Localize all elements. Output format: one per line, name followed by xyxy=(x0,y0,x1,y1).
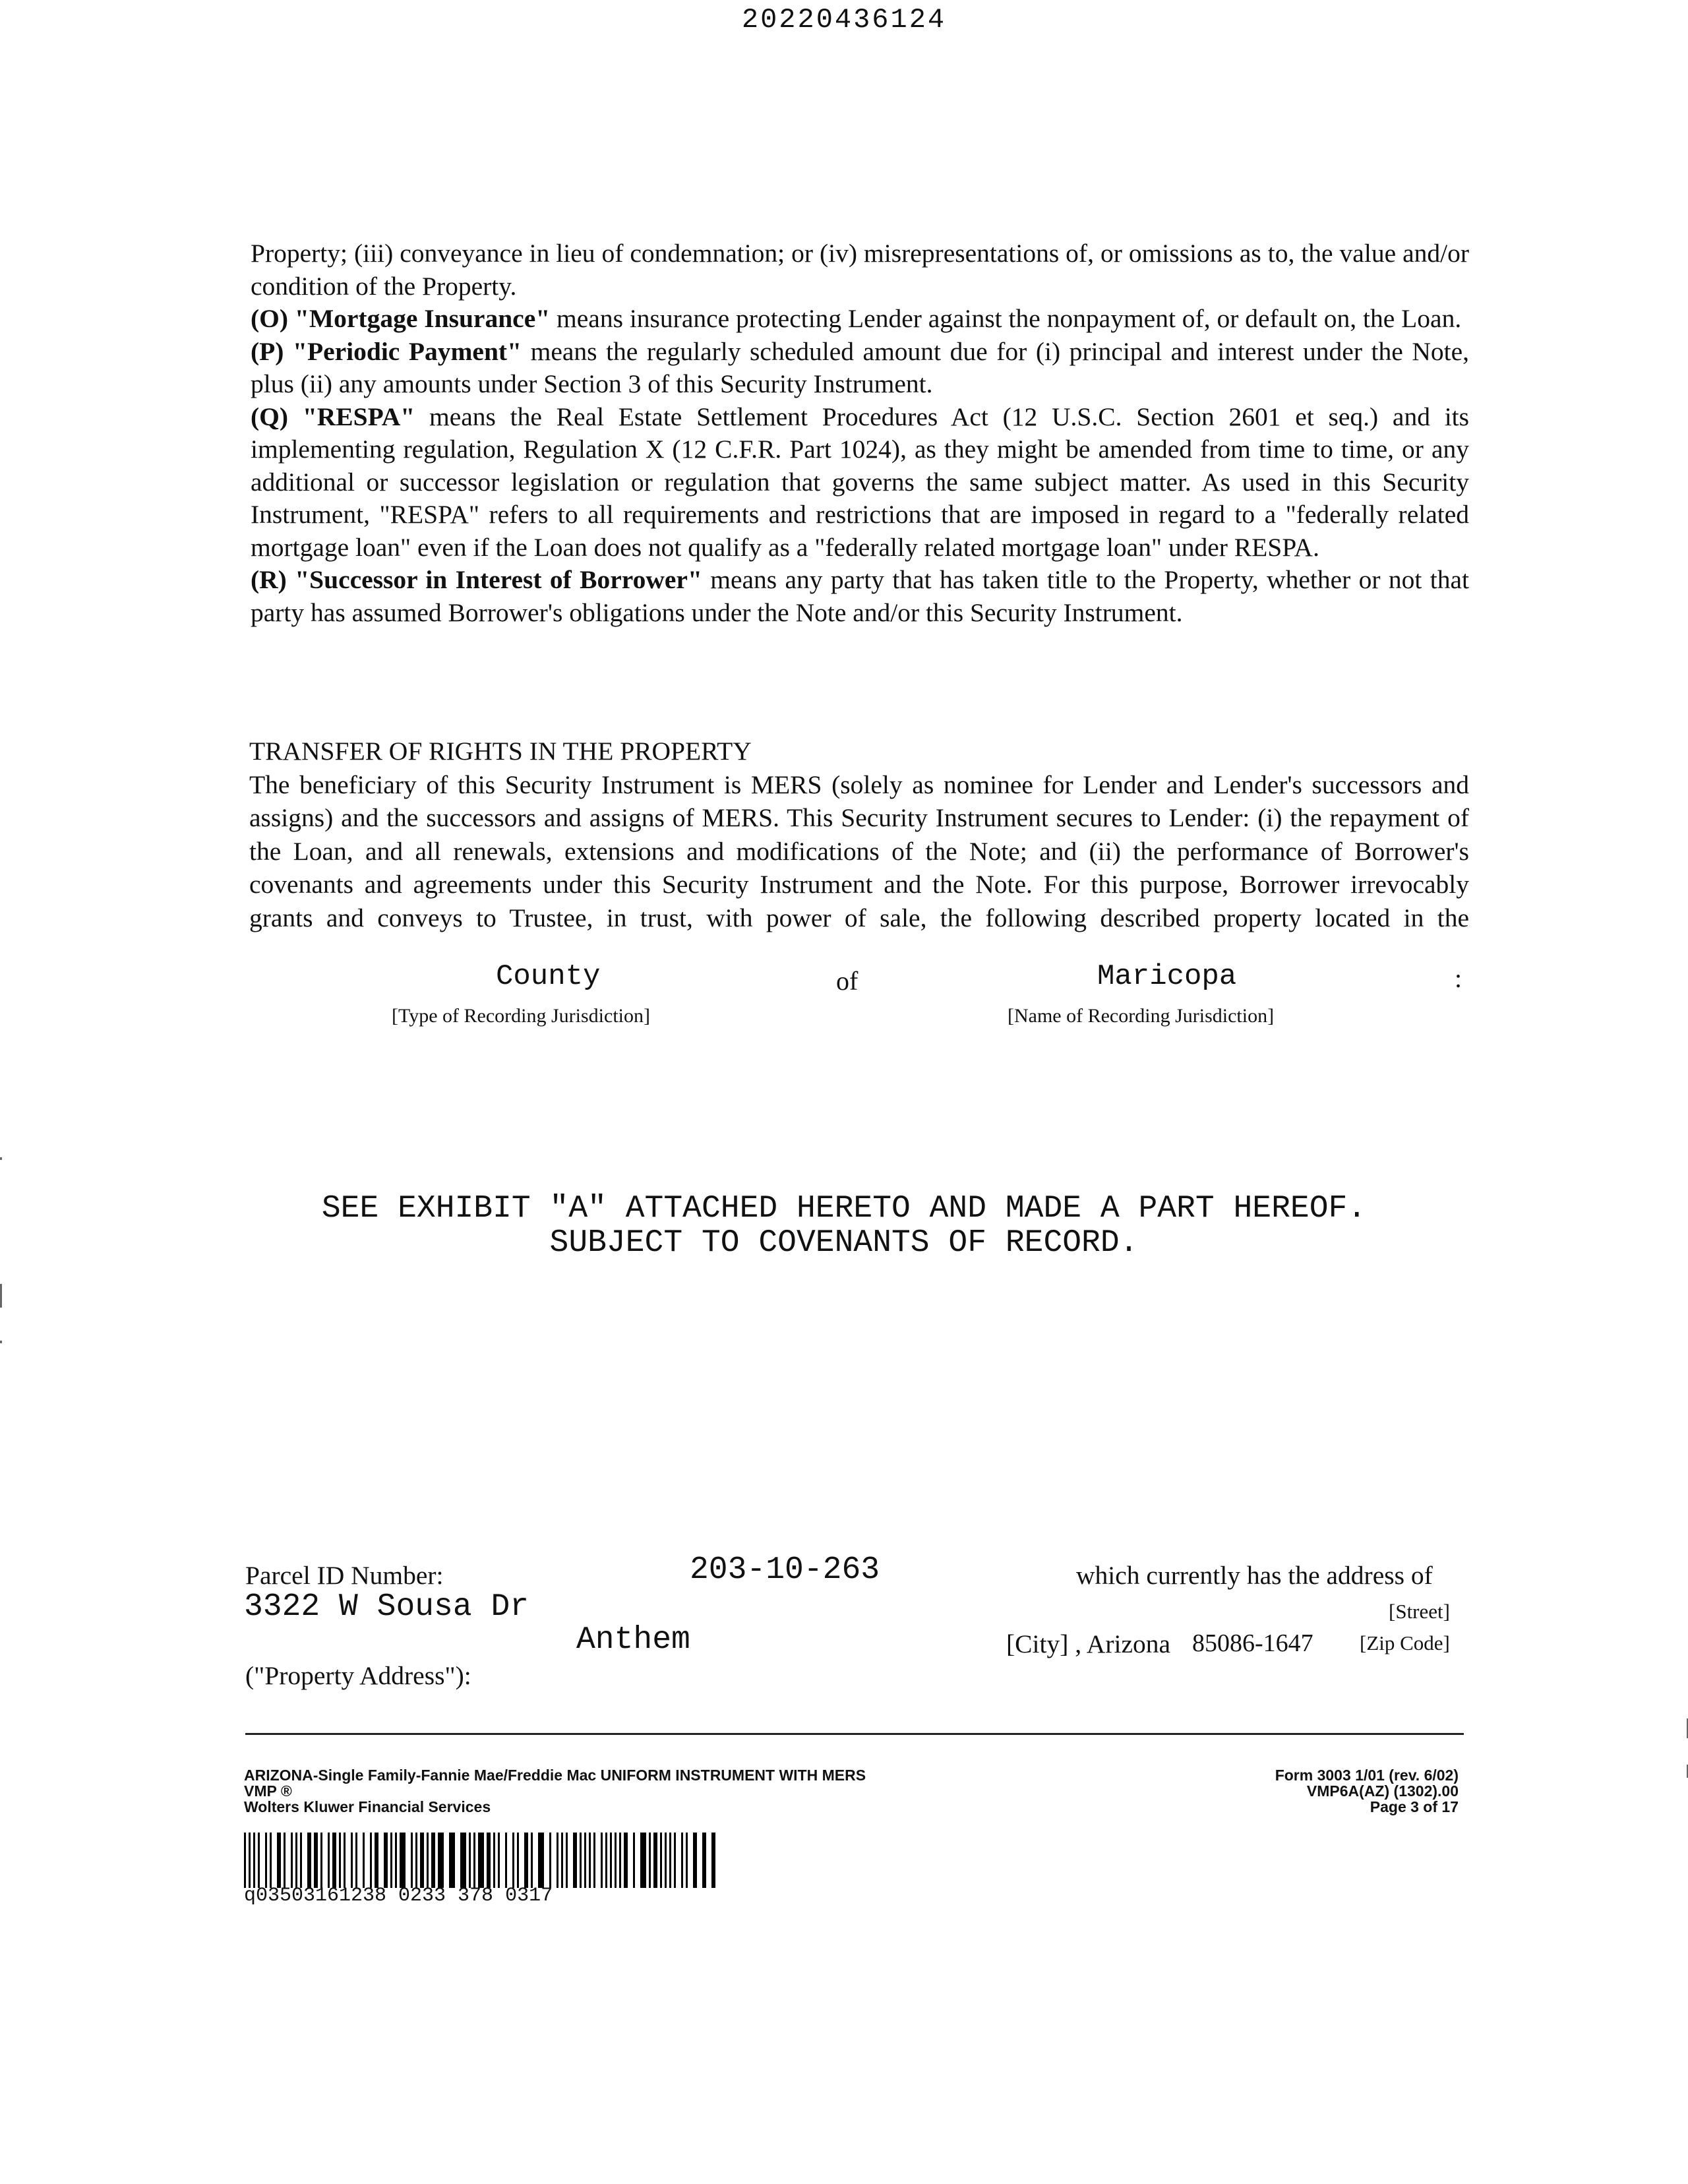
barcode-text: q03503161238 0233 378 0317 xyxy=(244,1885,553,1907)
definition-successor-in-interest xyxy=(251,564,1469,629)
margin-tick xyxy=(0,1157,2,1160)
vmp-code: VMP6A(AZ) (1302).00 xyxy=(1306,1782,1459,1800)
definition-letter: (R) xyxy=(251,565,287,594)
continuation-paragraph: Property; (iii) conveyance in lieu of condemnation; or (iv) misrepresentations of, or omissions as to, the value and/or condition of the Property. xyxy=(251,239,1469,301)
barcode-bar xyxy=(286,1833,291,1888)
definition-periodic-payment xyxy=(251,336,1469,401)
barcode-bar xyxy=(322,1833,328,1888)
transfer-paragraph: The beneficiary of this Security Instrument is MERS (solely as nominee for Lender and Lender's successors and assigns) and the successors and assigns of MERS. This Security Instrument secures to Lender: (i) the repayment of the Loan, and all renewals, extensions and modifications of the Note; and (ii) the performance of Borrower's covenants and agreements under this Security Instrument and the Note. For this purpose, Borrower irrevocably grants and conveys to Trustee, in trust, with power of sale, the following described property located in the xyxy=(249,770,1469,932)
document-number: 20220436124 xyxy=(741,4,947,36)
property-address-label: ("Property Address"): xyxy=(245,1661,471,1690)
page-number: Page 3 of 17 xyxy=(1370,1798,1459,1815)
definition-text: means the regularly scheduled amount due for (i) principal and interest under the Note, plus (ii) any amounts under Section 3 of this Security Instrument. xyxy=(251,336,1470,398)
street-caption: [Street] xyxy=(1389,1600,1450,1623)
margin-tick xyxy=(0,1284,2,1308)
transfer-section xyxy=(249,735,1469,934)
barcode-bar xyxy=(365,1833,370,1888)
definition-text: means the Real Estate Settlement Procedures Act (12 U.S.C. Section 2601 et seq.) and its implementing regulation, Regulation X (12 C.F.R. Part 1024), as they might be amended from time to time, or any additional or successor legislation or regulation that governs the same subject matter. As used in this Security Instrument, "RESPA" refers to all requirements and restrictions that are imposed in regard to a "federally related mortgage loan" even if the Loan does not qualify as a "federally related mortgage loan" under RESPA. xyxy=(251,402,1470,562)
barcode-bar xyxy=(595,1833,601,1888)
definition-letter: (Q) xyxy=(251,402,289,431)
barcode-bar xyxy=(346,1833,351,1888)
barcode-bar xyxy=(519,1833,524,1888)
city-caption: [City] , Arizona xyxy=(1006,1629,1171,1658)
jurisdiction-name-caption: [Name of Recording Jurisdiction] xyxy=(1008,1005,1275,1027)
barcode-bar xyxy=(711,1833,715,1888)
barcode-bar xyxy=(406,1833,411,1888)
barcode-bar xyxy=(635,1833,640,1888)
definition-letter: (P) xyxy=(251,336,284,366)
definition-term: "RESPA" xyxy=(302,402,415,431)
definitions-section xyxy=(251,237,1469,629)
barcode-bar xyxy=(478,1833,484,1888)
barcode-bar xyxy=(400,1833,406,1888)
form-title: ARIZONA-Single Family-Fannie Mae/Freddie Mac UNIFORM INSTRUMENT WITH MERS xyxy=(244,1767,866,1784)
street-value: 3322 W Sousa Dr xyxy=(244,1589,529,1625)
barcode-bar xyxy=(697,1833,702,1888)
barcode-bar xyxy=(460,1833,466,1888)
jurisdiction-name-value: Maricopa xyxy=(1097,960,1237,993)
barcode-bar xyxy=(500,1833,505,1888)
barcode-bar xyxy=(628,1833,633,1888)
currently-address-text: which currently has the address of xyxy=(1076,1561,1433,1590)
definition-term: "Periodic Payment" xyxy=(293,336,522,366)
barcode-bar xyxy=(551,1833,557,1888)
zip-value: 85086-1647 xyxy=(1192,1629,1313,1657)
colon: : xyxy=(1455,963,1462,993)
barcode-bar xyxy=(640,1833,646,1888)
form-number: Form 3003 1/01 (rev. 6/02) xyxy=(1275,1767,1459,1784)
definition-term: "Mortgage Insurance" xyxy=(294,304,551,333)
vmp-mark: VMP ® xyxy=(244,1782,292,1800)
footer-rule xyxy=(245,1733,1464,1735)
barcode-bar xyxy=(449,1833,455,1888)
exhibit-line-2: SUBJECT TO COVENANTS OF RECORD. xyxy=(549,1225,1139,1261)
barcode-bar xyxy=(688,1833,693,1888)
of-word: of xyxy=(836,966,859,996)
barcode-bar xyxy=(568,1833,573,1888)
barcode-bar xyxy=(272,1833,277,1888)
barcode-bar xyxy=(378,1833,384,1888)
definition-letter: (O) xyxy=(251,304,289,333)
exhibit-line-1: SEE EXHIBIT "A" ATTACHED HERETO AND MADE A PART HEREOF. xyxy=(321,1191,1367,1227)
barcode xyxy=(244,1833,717,1888)
barcode-bar xyxy=(438,1833,444,1888)
jurisdiction-type-value: County xyxy=(496,960,601,993)
definition-respa xyxy=(251,401,1469,564)
definition-text: means insurance protecting Lender against the nonpayment of, or default on, the Loan. xyxy=(557,304,1462,333)
parcel-id-value: 203-10-263 xyxy=(690,1552,880,1588)
barcode-bar xyxy=(444,1833,449,1888)
barcode-bar xyxy=(455,1833,460,1888)
barcode-bar xyxy=(260,1833,265,1888)
definition-term: "Successor in Interest of Borrower" xyxy=(295,565,702,594)
barcode-bar xyxy=(544,1833,549,1888)
barcode-bar xyxy=(538,1833,544,1888)
parcel-id-label: Parcel ID Number: xyxy=(245,1561,444,1590)
transfer-heading: TRANSFER OF RIGHTS IN THE PROPERTY xyxy=(249,737,752,766)
margin-tick xyxy=(0,1341,2,1343)
jurisdiction-type-caption: [Type of Recording Jurisdiction] xyxy=(392,1005,650,1027)
barcode-bar xyxy=(706,1833,711,1888)
barcode-bar xyxy=(302,1833,307,1888)
barcode-bar xyxy=(357,1833,363,1888)
barcode-bar xyxy=(533,1833,538,1888)
definition-mortgage-insurance xyxy=(251,303,1469,336)
barcode-bar xyxy=(676,1833,681,1888)
city-value: Anthem xyxy=(576,1622,690,1658)
barcode-bar xyxy=(507,1833,512,1888)
zip-caption: [Zip Code] xyxy=(1360,1631,1450,1654)
definition-text: means any party that has taken title to the Property, whether or not that party has assumed Borrower's obligations under the Note and/or this Security Instrument. xyxy=(251,565,1469,627)
publisher-name: Wolters Kluwer Financial Services xyxy=(244,1798,491,1815)
